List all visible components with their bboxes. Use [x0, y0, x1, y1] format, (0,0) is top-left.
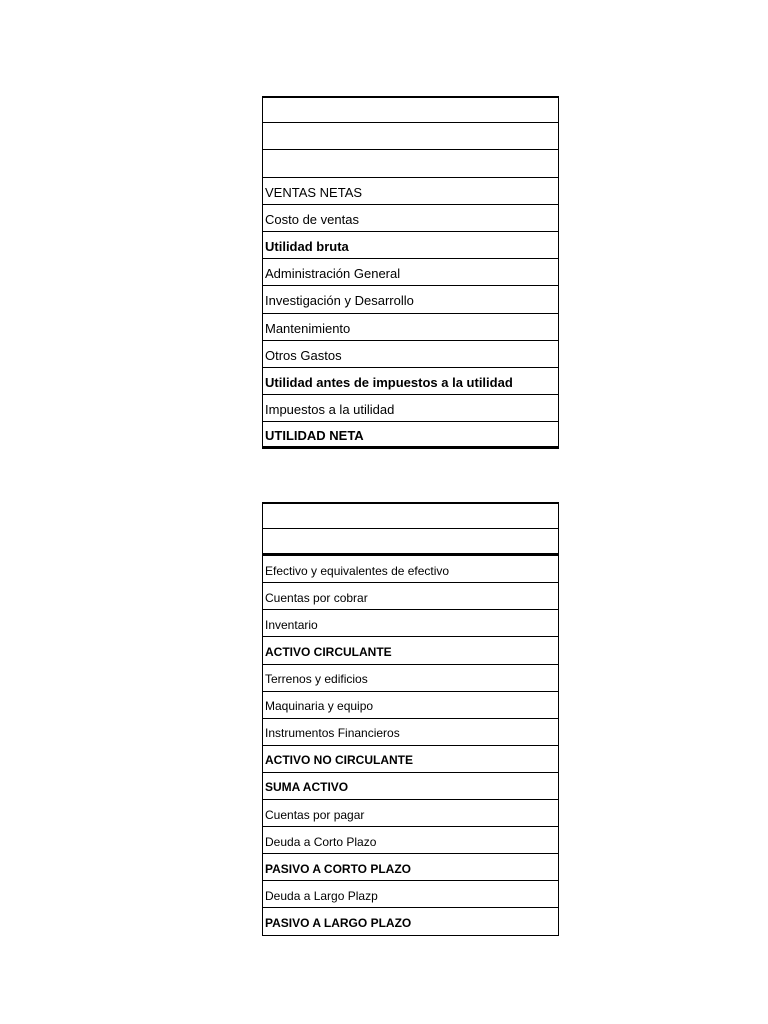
balance-header-row — [262, 502, 559, 529]
balance-row-activo-circulante: ACTIVO CIRCULANTE — [262, 637, 559, 664]
income-row-impuestos: Impuestos a la utilidad — [262, 395, 559, 422]
balance-row-cuentas-por-pagar: Cuentas por pagar — [262, 800, 559, 827]
income-row-utilidad-bruta: Utilidad bruta — [262, 232, 559, 259]
balance-row-maquinaria-equipo: Maquinaria y equipo — [262, 692, 559, 719]
income-row-administracion-general: Administración General — [262, 259, 559, 286]
income-row-mantenimiento: Mantenimiento — [262, 314, 559, 341]
income-statement-table — [262, 96, 559, 449]
balance-row-instrumentos-financieros: Instrumentos Financieros — [262, 719, 559, 746]
balance-row-activo-no-circulante: ACTIVO NO CIRCULANTE — [262, 746, 559, 773]
income-row-investigacion-desarrollo: Investigación y Desarrollo — [262, 286, 559, 313]
income-header-row — [262, 96, 559, 123]
income-row-otros-gastos: Otros Gastos — [262, 341, 559, 368]
balance-row-efectivo: Efectivo y equivalentes de efectivo — [262, 556, 559, 583]
balance-row-inventario: Inventario — [262, 610, 559, 637]
balance-sheet-table — [262, 502, 559, 936]
income-header-row — [262, 150, 559, 177]
income-header-row — [262, 123, 559, 150]
balance-row-terrenos-edificios: Terrenos y edificios — [262, 665, 559, 692]
balance-header-row — [262, 529, 559, 556]
balance-row-deuda-largo-plazo: Deuda a Largo Plazp — [262, 881, 559, 908]
income-row-costo-de-ventas: Costo de ventas — [262, 205, 559, 232]
balance-row-deuda-corto-plazo: Deuda a Corto Plazo — [262, 827, 559, 854]
balance-row-suma-activo: SUMA ACTIVO — [262, 773, 559, 800]
balance-row-pasivo-corto-plazo: PASIVO A CORTO PLAZO — [262, 854, 559, 881]
balance-row-pasivo-largo-plazo: PASIVO A LARGO PLAZO — [262, 908, 559, 935]
income-row-utilidad-antes-impuestos: Utilidad antes de impuestos a la utilidad — [262, 368, 559, 395]
income-row-ventas-netas: VENTAS NETAS — [262, 178, 559, 205]
balance-row-cuentas-por-cobrar: Cuentas por cobrar — [262, 583, 559, 610]
income-row-utilidad-neta: UTILIDAD NETA — [262, 422, 559, 449]
